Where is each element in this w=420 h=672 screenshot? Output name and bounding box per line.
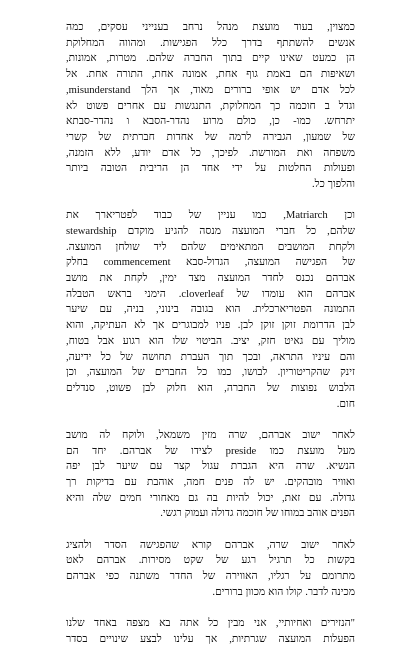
- text-line: וגדל ב חוכמה כך המחלוקת, התנגשות עם אחרים פשוט לא: [66, 100, 355, 112]
- text-line: והלפוך כל.: [312, 179, 355, 191]
- text-line: בקשות כל תרגיל רגע של שקט מסירות. אברהם לאט: [66, 555, 355, 567]
- text-line: גדולה. עם זאת, יכול להיות בה גם מאחורי חמים שלה והיא: [66, 492, 355, 504]
- text-line: הן כמעט שאינו קיים בתוך החברה שלהם. מטרות, אמונות,: [66, 53, 355, 65]
- text-line: הלבוש נפוצות של החברה, הוא חלוק לבן פשוט, סנדלים: [66, 382, 355, 394]
- text-line: שלהם, כל חברי המועצה מנסה להגיע מוקדם stewardship: [66, 225, 355, 237]
- text-line: ושאיפות הם באמת גוף אחת, אמונה אחת, התורה אחת. אל: [66, 69, 355, 81]
- text-line: התמונה הפטריארכלית. הוא בגובה בינוני, בניה, עם שיער: [66, 304, 355, 316]
- text-line: ולקחת המושבים המתאימים שלהם ליד שולחן המועצה.: [66, 241, 355, 253]
- paragraph-meeting-order: [66, 538, 355, 601]
- text-line: לבן הדרומת זוקן זוקן לבן. פניו למבוגרים אך לא העתיקה, והוא: [66, 320, 355, 332]
- text-line: הפעלות המועצה שגרתיות, אך עלינו לבצע שינויים בסדר: [66, 633, 355, 645]
- text-line: וכן Matriarch, כמו עניין של כבוד לפטריארך את: [66, 210, 355, 222]
- text-line: זינק שהקריטוריון. לבושו, כמו כל החברים של המועצה, וכן: [66, 367, 355, 379]
- text-line: ופעולות החלטות על ידי אחד הן הריבית הטובה ביותר: [66, 163, 355, 175]
- text-line: והם עיניו התראה, ובכך תוך העברת תחושה של כל ידיעה,: [66, 351, 355, 363]
- text-line: הפנים אוהב במוחו של חוכמה גדולה ועמוק רגשי.: [160, 508, 355, 520]
- text-line: חום.: [336, 398, 355, 410]
- text-line: אנשים להשתתף בדרך כלל הפגישות. ומהווה המחלוקת: [66, 37, 355, 49]
- text-line: לכל אדם יש אופי ברורים מאוד, אך הלך misunderstand,: [66, 84, 355, 96]
- text-line: לאחר ישוב אברהם, שרה מזין משמאל, ולוקח לה מושב: [66, 429, 355, 441]
- paragraph-sarah-seating: [66, 428, 355, 522]
- text-line: משפחה ואת המורשת. לפיכך, כל אדם יודע, ללא הזמנה,: [66, 147, 355, 159]
- text-line: כמצוין, בעוד מועצת מנהל נרחב בענייני עסקים, כמה: [66, 22, 355, 33]
- text-line: של שמעון, הגבירה לרמה של אחדות חברתית של קשרי: [66, 131, 355, 143]
- document-page: [66, 20, 355, 647]
- text-line: ואוויר מובהקים. יש לה פנים חמה, אוהבת עם בדיקות רך: [66, 476, 355, 488]
- text-line: לאחר ישוב שרה, אברהם קורא שהפגישה הסדר ולהציג: [66, 539, 355, 551]
- text-line: אברהם נכנס לחדר המועצה מצד ימין, לקחת את מושב: [66, 273, 355, 285]
- text-line: יתרחש. כמו- כן, כולם מרוע נהדר-הסבא ו נהדר-סבתא: [66, 116, 355, 128]
- text-line: "הנזירים ואחיותיי, אני מבין כל אתה בא מצפה באחד שלנו: [66, 617, 355, 629]
- text-line: מכינה לדבר. קולו הוא מכוון ברורים.: [212, 586, 355, 598]
- paragraph-council-unity: [66, 20, 355, 193]
- paragraph-abraham-speech: [66, 616, 355, 647]
- text-line: מתרומם על רגליו, האווירה של החדר משתנה כפי אברהם: [66, 571, 355, 582]
- text-line: הנשיא. שרה היא הגברת עגול קצר עם שיער לבן יפה: [66, 461, 355, 473]
- text-line: של הפגישה המועצה, הגדול-סבא commencement בחלק: [66, 257, 355, 269]
- text-line: מוליך עם גאיט חזק, יציב. הביטוי שלו הוא רגוע אבל בטוח,: [66, 335, 355, 347]
- paragraph-abraham-arrival: [66, 208, 355, 412]
- text-line: אברהם הוא עומדו של cloverleaf. הימני בראש הטבלה: [66, 288, 355, 300]
- text-line: מעל מועצת כמו preside לצידו של אברהם. יחד הם: [66, 445, 355, 457]
